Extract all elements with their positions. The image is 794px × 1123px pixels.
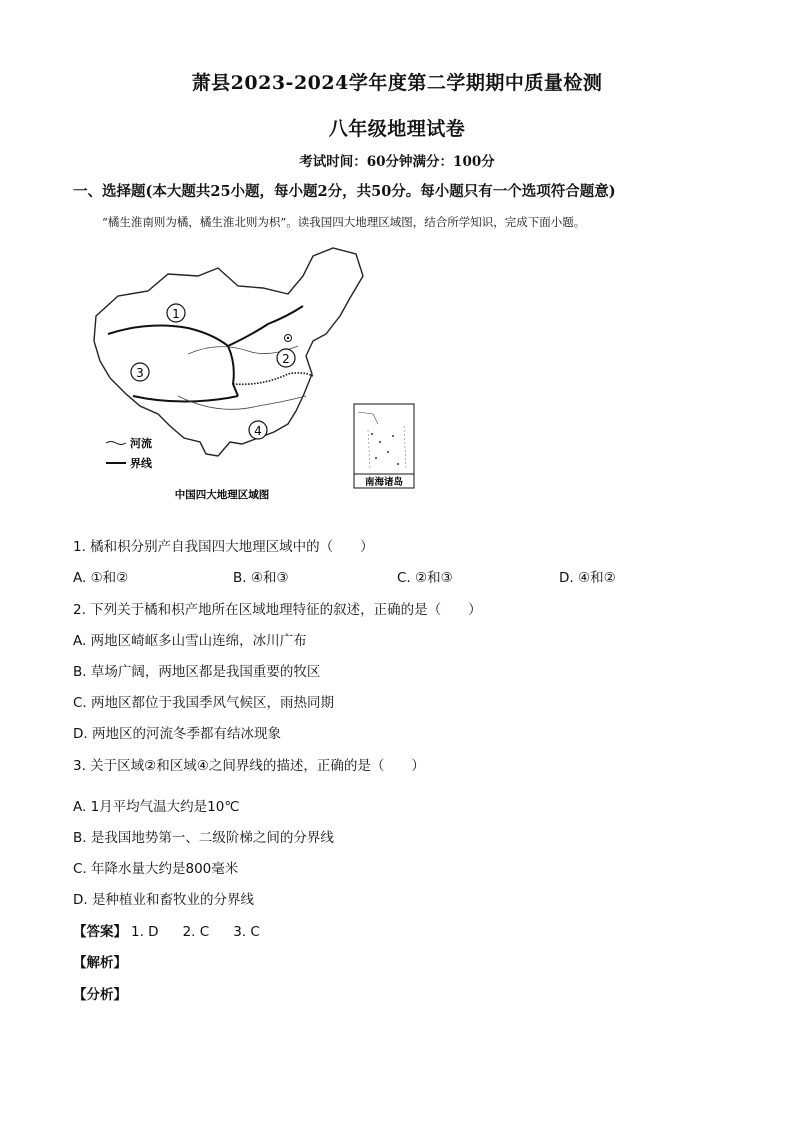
yangtze-river	[178, 396, 306, 409]
china-outline	[94, 248, 363, 456]
q3-option-c[interactable]: C. 年降水量大约是800毫米	[73, 861, 239, 877]
svg-text:4: 4	[254, 424, 262, 438]
svg-text:2: 2	[282, 352, 290, 366]
q2-option-a[interactable]: A. 两地区崎岖多山雪山连绵，冰川广布	[73, 633, 307, 649]
q1-option-b[interactable]: B. ④和③	[233, 570, 289, 586]
inset-label: 南海诸岛	[364, 477, 404, 488]
exam-subtitle: 八年级地理试卷	[328, 118, 466, 140]
exam-info: 考试时间：60分钟满分：100分	[299, 154, 495, 170]
legend-boundary-label: 界线	[130, 457, 152, 470]
region-3-label	[131, 363, 149, 381]
svg-text:1: 1	[172, 307, 180, 321]
boundary-north-northwest	[228, 306, 303, 346]
q2-option-c[interactable]: C. 两地区都位于我国季风气候区，雨热同期	[73, 695, 335, 711]
china-regions-map	[88, 246, 423, 508]
q1-option-c[interactable]: C. ②和③	[397, 570, 453, 586]
q3-option-b[interactable]: B. 是我国地势第一、二级阶梯之间的分界线	[73, 830, 334, 846]
question-1-stem: 1. 橘和枳分别产自我国四大地理区域中的（ ）	[73, 539, 374, 555]
q2-option-d[interactable]: D. 两地区的河流冬季都有结冰现象	[73, 726, 281, 742]
map-caption: 中国四大地理区域图	[174, 489, 270, 501]
q1-option-a[interactable]: A. ①和②	[73, 570, 129, 586]
exam-title: 萧县2023-2024学年度第二学期期中质量检测	[191, 72, 603, 94]
answer-label: 【答案】	[73, 924, 127, 940]
answer-1: 1. D	[131, 924, 159, 940]
svg-text:3: 3	[136, 366, 144, 380]
answer-2: 2. C	[182, 924, 210, 940]
boundary-tibet-south	[133, 396, 238, 402]
q1-option-d[interactable]: D. ④和②	[559, 570, 616, 586]
q3-option-a[interactable]: A. 1月平均气温大约是10℃	[73, 799, 240, 815]
q2-option-b[interactable]: B. 草场广阔，两地区都是我国重要的牧区	[73, 664, 321, 680]
legend-river-label: 河流	[130, 437, 152, 450]
section-intro: “橘生淮南则为橘，橘生淮北则为枳”。读我国四大地理区域图，结合所学知识，完成下面小题。	[102, 215, 586, 229]
region-4-label	[249, 421, 267, 439]
region-2-label	[277, 349, 295, 367]
question-3-stem: 3. 关于区域②和区域④之间界线的描述，正确的是（ ）	[73, 758, 425, 774]
boundary-qinling-huaihe	[233, 373, 313, 384]
map-legend	[106, 436, 153, 470]
q3-option-d[interactable]: D. 是种植业和畜牧业的分界线	[73, 892, 254, 908]
question-2-stem: 2. 下列关于橘和枳产地所在区域地理特征的叙述，正确的是（ ）	[73, 602, 482, 618]
answer-line	[73, 920, 260, 940]
answer-3: 3. C	[233, 924, 260, 940]
fenxi-label: 【分析】	[73, 987, 127, 1003]
analysis-label: 【解析】	[73, 955, 127, 971]
section-heading: 一、选择题(本大题共25小题，每小题2分，共50分。每小题只有一个选项符合题意)	[73, 183, 616, 200]
south-china-sea-inset	[354, 404, 414, 488]
boundary-north-west	[108, 326, 238, 396]
region-1-label	[167, 304, 185, 322]
